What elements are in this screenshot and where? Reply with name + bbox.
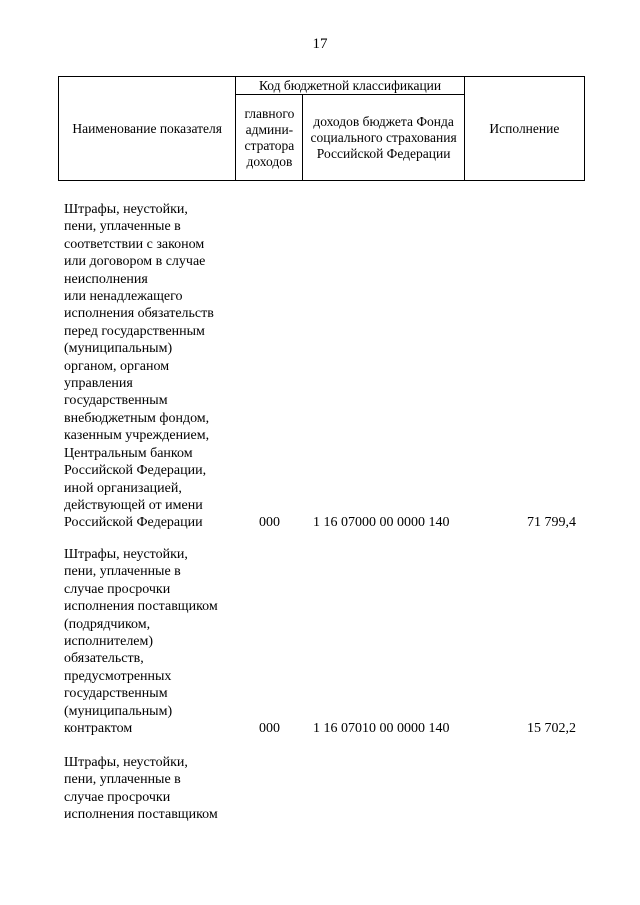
row-indicator-name: Штрафы, неустойки, пени, уплаченные в случае просрочки исполнения поставщиком (подрядчиком, исполнителем) обязательств, предусмотренных государственным (муниципальным) контрактом <box>64 547 218 737</box>
row-budget-code: 1 16 07000 00 0000 140 <box>313 515 450 530</box>
row-admin-code: 000 <box>259 515 280 530</box>
header-budget-code-group: Код бюджетной классификации <box>236 77 464 95</box>
row-admin-code: 000 <box>259 721 280 736</box>
row-amount: 15 702,2 <box>527 721 576 736</box>
row-amount: 71 799,4 <box>527 515 576 530</box>
header-chief-admin: главного админи-стратора доходов <box>236 95 303 181</box>
header-execution: Исполнение <box>464 77 584 181</box>
row-indicator-name: Штрафы, неустойки, пени, уплаченные в соответствии с законом или договором в случае неисполнения или ненадлежащего исполнения обязательств перед государственным (муниципальным) органом, органом управления государственным внебюджетным фондом, казенным учреждением, Центральным банком Российской Федерации, иной организацией, действующей от имени Российской Федерации <box>64 202 214 531</box>
page-number: 17 <box>312 36 328 52</box>
header-fund-income: доходов бюджета Фонда социального страхования Российской Федерации <box>303 95 464 181</box>
row-indicator-name: Штрафы, неустойки, пени, уплаченные в случае просрочки исполнения поставщиком <box>64 755 218 823</box>
row-budget-code: 1 16 07010 00 0000 140 <box>313 721 450 736</box>
header-indicator-name: Наименование показателя <box>59 77 236 181</box>
